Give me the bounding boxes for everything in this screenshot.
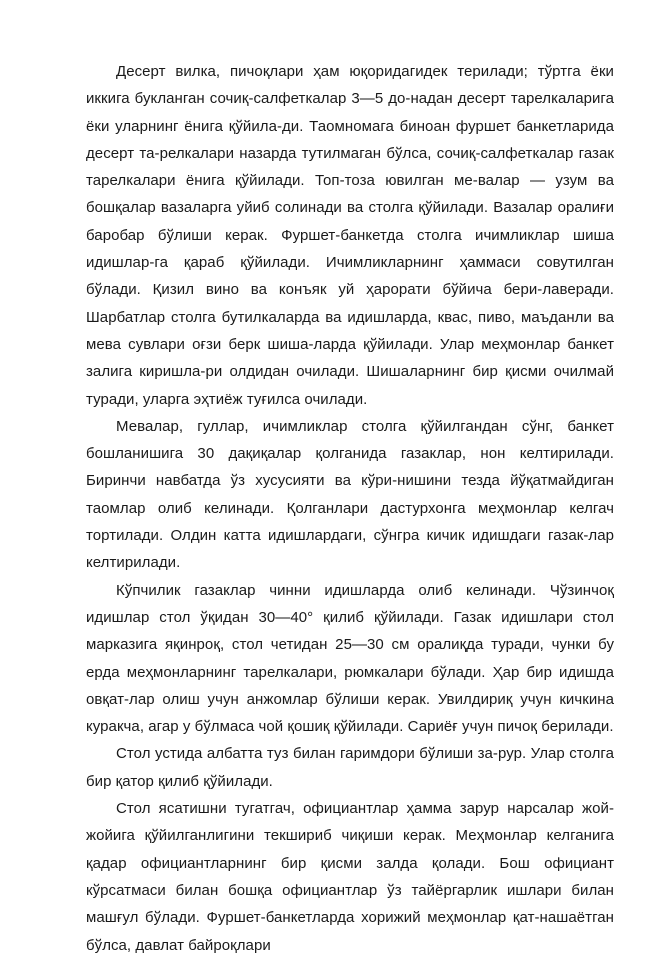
paragraph-4: Стол устида албатта туз билан гаримдори бўлиши за-рур. Улар столга бир қатор қилиб қўйилади.: [86, 745, 614, 790]
body-text: [86, 58, 614, 959]
paragraph-3: Кўпчилик газаклар чинни идишларда олиб келинади. Чўзинчоқ идишлар стол ўқидан 30—40° қилиб қўйилади. Газак идишлари стол марказига яқинроқ, стол четидан 25—30 см оралиқда туради, чунки бу ерда меҳмонларнинг тарелкалари, рюмкалари бўлади. Ҳар бир идишда овқат-лар олиш учун анжомлар бўлиши керак. Увилдириқ учун кичкина куракча, агар у бўлмаса чой қошиқ қўйилади. Сариёғ учун пичоқ берилади.: [86, 581, 614, 736]
paragraph-1: Десерт вилка, пичоқлари ҳам юқоридагидек терилади; тўртга ёки иккига букланган сочиқ-салфеткалар 3—5 до-надан десерт тарелкаларига ёки уларнинг ёнига қўйила-ди. Таомномага биноан фуршет банкетларида десерт та-релкалари назарда тутилмаган бўлса, сочиқ-салфеткалар газак тарелкалари ёнига қўйилади. Топ-тоза ювилган ме-валар — узум ва бошқалар вазаларга уйиб солинади ва столга қўйилади. Вазалар оралиғи баробар бўлиши керак. Фуршет-банкетда столга ичимликлар шиша идишлар-га қараб қўйилади. Ичимликларнинг ҳаммаси совутилган бўлади. Қизил вино ва конъяк уй ҳарорати бўйича бери-лаверади. Шарбатлар столга бутилкаларда ва идишларда, квас, пиво, маъданли ва мева сувлари оғзи берк шиша-ларда қўйилади. Улар меҳмонлар банкет залига киришла-ри олдидан очилади. Шишаларнинг бир қисми очилмай туради, уларга эҳтиёж туғилса очилади.: [86, 63, 614, 408]
paragraph-5: Стол ясатишни тугатгач, официантлар ҳамма зарур нарсалар жой-жойига қўйилганлигини текшириб чиқиши керак. Меҳмонлар келганига қадар официантларнинг бир қисми залда қолади. Бош официант кўрсатмаси билан бошқа официантлар ўз тайёргарлик ишлари билан машғул бўлади. Фуршет-банкетларда хорижий меҳмонлар қат-нашаётган бўлса, давлат байроқлари: [86, 800, 614, 954]
paragraph-2: Мевалар, гуллар, ичимликлар столга қўйилгандан сўнг, банкет бошланишига 30 дақиқалар қолганида газаклар, нон келтирилади. Биринчи навбатда ўз хусусияти ва кўри-нишини тезда йўқатмайдиган таомлар олиб келинади. Қолганлари дастурхонга меҳмонлар келгач тортилади. Олдин катта идишлардаги, сўнгра кичик идишдаги газак-лар келтирилади.: [86, 417, 614, 572]
